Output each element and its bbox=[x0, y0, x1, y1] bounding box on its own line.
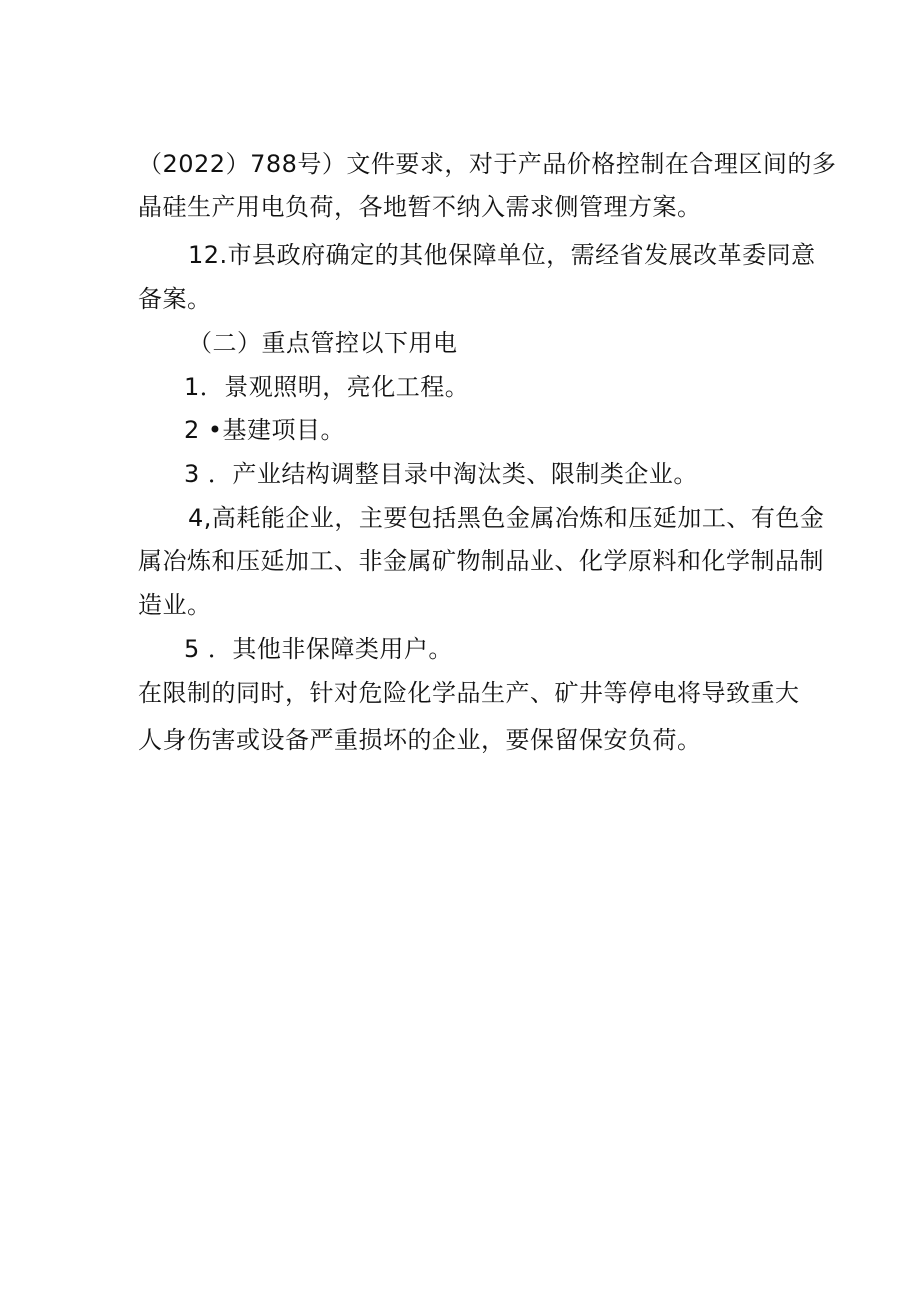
text-line: （2022）788号）文件要求，对于产品价格控制在合理区间的多 bbox=[138, 150, 837, 178]
text-line: 人身伤害或设备严重损坏的企业，要保留保安负荷。 bbox=[138, 726, 702, 754]
list-item: 5 ．其他非保障类用户。 bbox=[184, 635, 453, 663]
text-line: 造业。 bbox=[138, 591, 212, 619]
text-line: 12.市县政府确定的其他保障单位，需经省发展改革委同意 bbox=[188, 241, 816, 269]
text-line: 备案。 bbox=[138, 285, 212, 313]
list-item: 1．景观照明，亮化工程。 bbox=[184, 373, 470, 401]
section-heading: （二）重点管控以下用电 bbox=[188, 329, 458, 357]
list-item: 2 •基建项目。 bbox=[184, 416, 346, 444]
list-item: 4,高耗能企业，主要包括黑色金属冶炼和压延加工、有色金 bbox=[188, 504, 825, 532]
text-line: 晶硅生产用电负荷，各地暂不纳入需求侧管理方案。 bbox=[138, 193, 702, 221]
list-item: 3 ．产业结构调整目录中淘汰类、限制类企业。 bbox=[184, 460, 698, 488]
text-line: 属冶炼和压延加工、非金属矿物制品业、化学原料和化学制品制 bbox=[138, 547, 824, 575]
text-line: 在限制的同时，针对危险化学品生产、矿井等停电将导致重大 bbox=[138, 679, 800, 707]
